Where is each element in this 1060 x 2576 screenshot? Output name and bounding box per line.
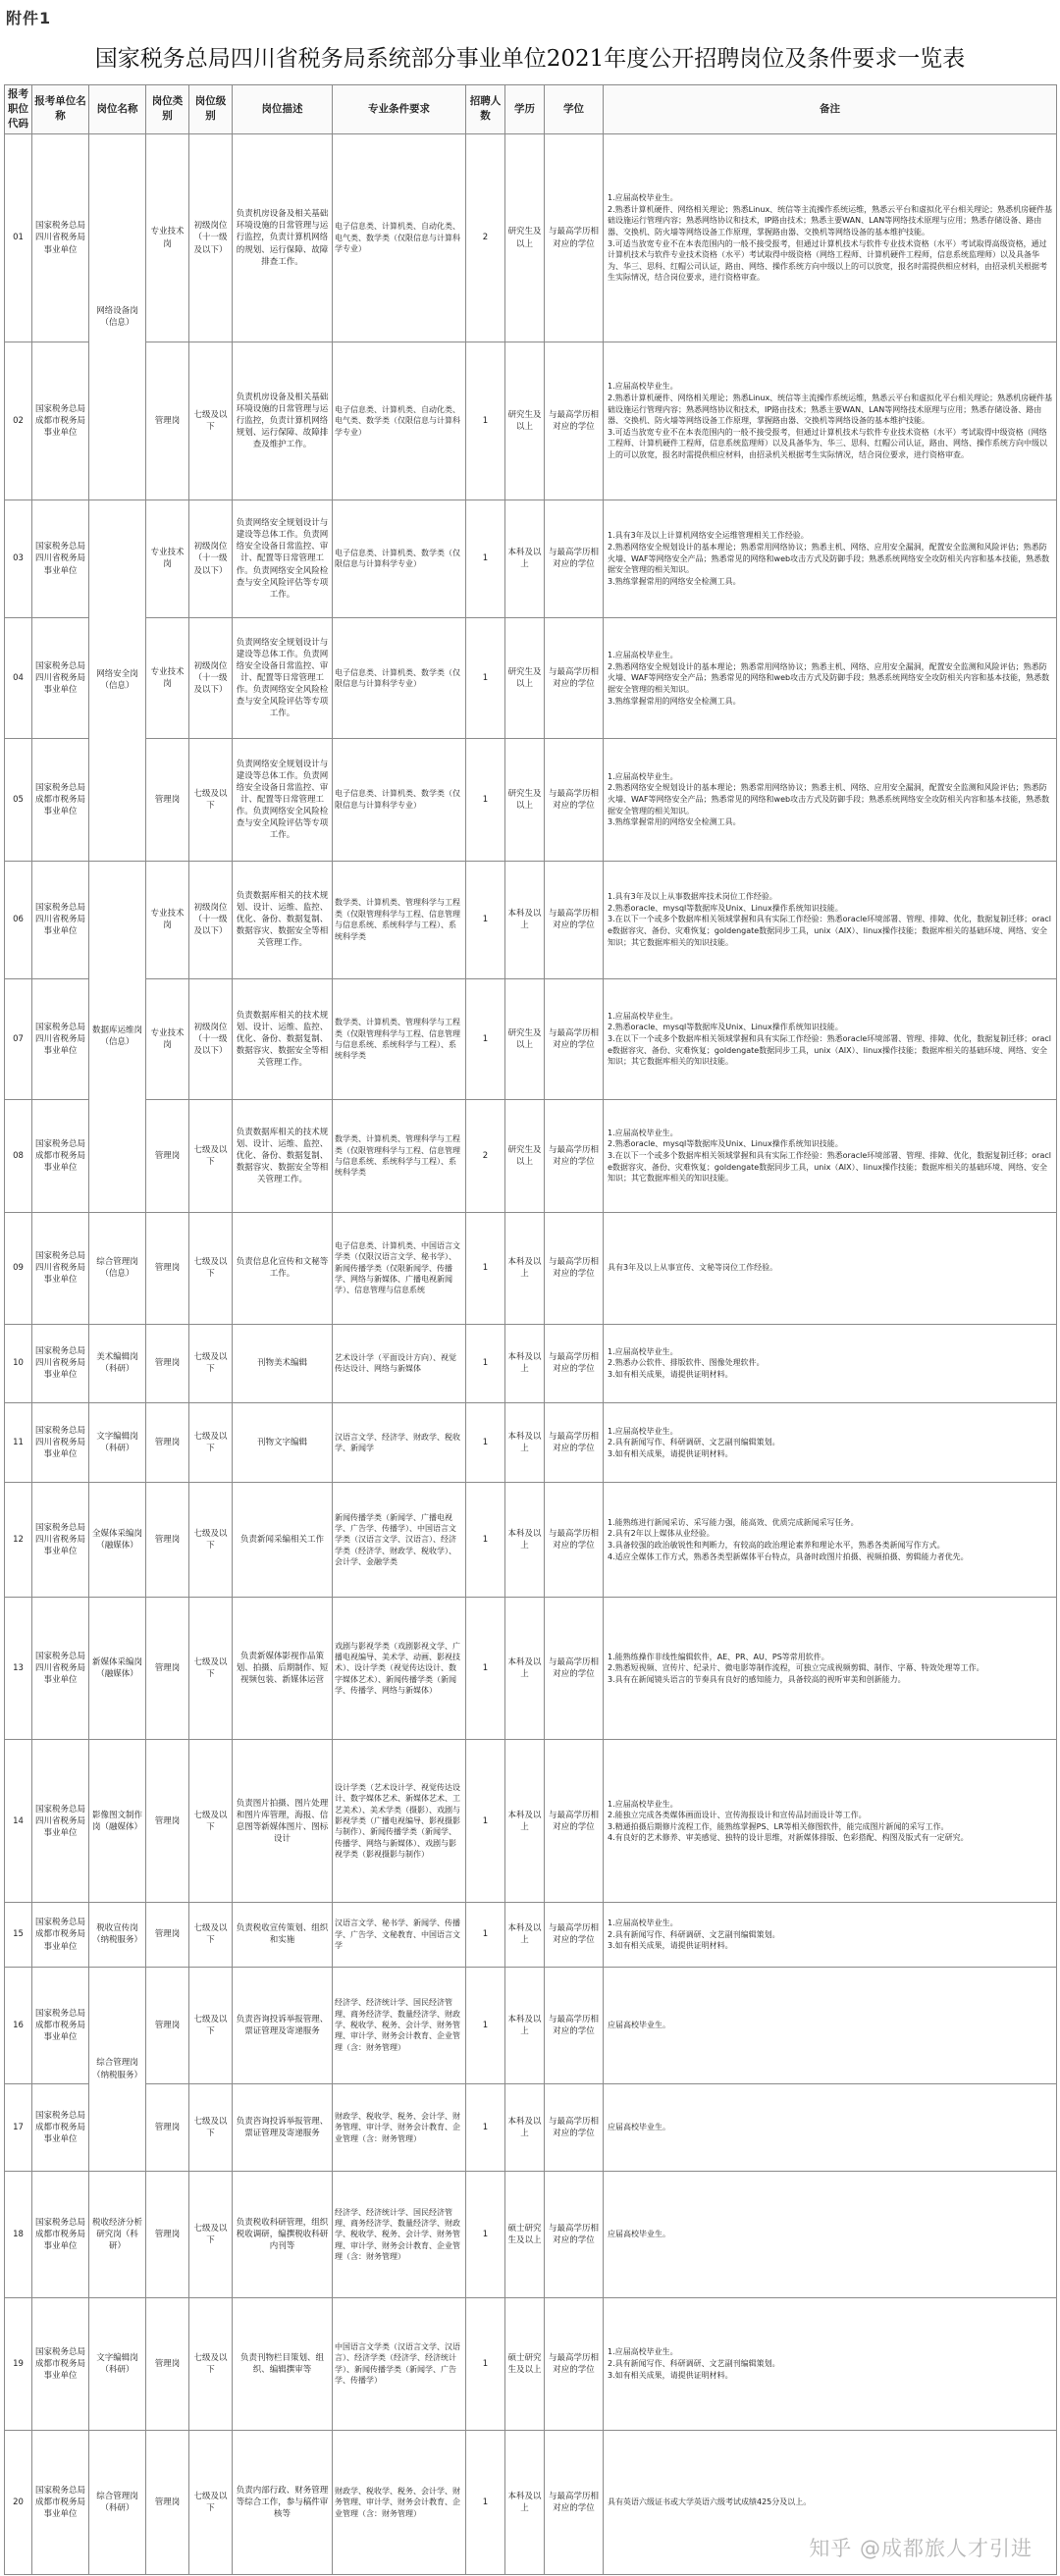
unit-cell: 国家税务总局成都市税务局事业单位 [32, 2430, 89, 2574]
table-row [5, 1402, 1057, 1483]
post-code-cell: 12 [5, 1483, 32, 1597]
table-row [5, 1483, 1057, 1597]
post-name-cell: 数据库运维岗（信息） [89, 861, 146, 1212]
recruit-count-cell: 1 [466, 861, 505, 978]
description-cell: 负责网络安全规划设计与建设等总体工作。负责网络安全设备日常监控、审计、配置等日常管理工作。负责网络安全风险检查与安全风险评估等专项工作。 [233, 499, 333, 617]
recruit-count-cell: 1 [466, 2083, 505, 2172]
count-header: 招聘人数 [466, 85, 505, 134]
degree-cell: 与最高学历相对应的学位 [545, 1099, 604, 1212]
post-level-cell: 七级及以下 [189, 1740, 233, 1903]
unit-cell: 国家税务总局四川省税务局事业单位 [32, 861, 89, 978]
description-cell: 负责内部行政、财务管理等综合工作，参与稿件审核等 [233, 2430, 333, 2574]
post-name-cell: 文字编辑岗（科研） [89, 1402, 146, 1483]
post-level-cell: 七级及以下 [189, 1597, 233, 1740]
table-body [5, 133, 1057, 2574]
post-level-cell: 七级及以下 [189, 739, 233, 861]
unit-cell: 国家税务总局成都市税务局事业单位 [32, 2172, 89, 2297]
table-row [5, 861, 1057, 978]
education-cell: 硕士研究生及以上 [505, 2297, 545, 2430]
education-cell: 本科及以上 [505, 1212, 545, 1324]
education-cell: 研究生及以上 [505, 739, 545, 861]
recruit-count-cell: 1 [466, 2297, 505, 2430]
post-level-cell: 七级及以下 [189, 2430, 233, 2574]
remarks-cell: 1.应届高校毕业生。 2.熟悉办公软件、排版软件、图像处理软件。 3.如有相关成果，请提供证明材料。 [604, 1324, 1057, 1402]
post-category-cell: 管理岗 [146, 342, 189, 499]
description-cell: 负责机房设备及相关基础环境设施的日常管理与运行监控，负责计算机网络的规划、运行保障、故障排查工作。 [233, 133, 333, 342]
post-category-cell: 专业技术岗 [146, 978, 189, 1099]
major-requirement-cell: 电子信息类、计算机类、数学类（仅限信息与计算科学专业） [333, 739, 466, 861]
education-cell: 本科及以上 [505, 1402, 545, 1483]
remarks-cell: 1.应届高校毕业生。 2.熟悉计算机硬件、网络相关理论；熟悉Linux、统信等主流操作系统运维，熟悉云平台和虚拟化平台相关理论；熟悉机房硬件基础设施运行管理内容；熟悉网络协议和技术，IP路由技术；熟悉主要WAN、LAN等网络技术原理与应用；熟悉存储设备、路由器、交换机、防火墙等网络设备工作原理，掌握路由器、交换机等网络设备的基本维护技能。 3.可适当放宽专业不在本表范围内的一般不接受报考，但通过计算机技术与软件专业技术资格（水平）考试取得高级资格，通过计算机技术与软件专业技术资格（水平）考试取得中级资格（网络工程师、计算机硬件工程师，信息系统监理师）以及具备华为、华三、思科、红帽公司认证，路由、网络、操作系统方向中级以上的可以放宽，报名时需提供相应材料，由招录机关根据考生实际情况，结合岗位要求，进行资格审查。 [604, 133, 1057, 342]
post-name-cell: 美术编辑岗（科研） [89, 1324, 146, 1402]
degree-cell: 与最高学历相对应的学位 [545, 1903, 604, 1968]
unit-header: 报考单位名称 [32, 85, 89, 134]
unit-cell: 国家税务总局四川省税务局事业单位 [32, 978, 89, 1099]
recruit-count-cell: 1 [466, 342, 505, 499]
degree-cell: 与最高学历相对应的学位 [545, 2083, 604, 2172]
description-cell: 负责咨询投诉举报管理、票证管理及寄递服务 [233, 2083, 333, 2172]
recruit-count-cell: 2 [466, 133, 505, 342]
post-level-cell: 七级及以下 [189, 1483, 233, 1597]
description-cell: 刊物文字编辑 [233, 1402, 333, 1483]
education-cell: 本科及以上 [505, 1483, 545, 1597]
post-code-cell: 06 [5, 861, 32, 978]
post-name-cell: 全媒体采编岗（融媒体） [89, 1483, 146, 1597]
post-code-cell: 19 [5, 2297, 32, 2430]
description-cell: 负责信息化宣传和文秘等工作。 [233, 1212, 333, 1324]
description-header: 岗位描述 [233, 85, 333, 134]
table-row [5, 978, 1057, 1099]
unit-cell: 国家税务总局成都市税务局事业单位 [32, 342, 89, 499]
post-level-cell: 七级及以下 [189, 2172, 233, 2297]
post-category-cell: 管理岗 [146, 1597, 189, 1740]
post-name-cell: 税收宣传岗（纳税服务） [89, 1903, 146, 1968]
post-level-cell: 初级岗位（十一级及以下） [189, 618, 233, 739]
education-cell: 本科及以上 [505, 499, 545, 617]
major-requirement-cell: 电子信息类、计算机类、数学类（仅限信息与计算科学专业） [333, 499, 466, 617]
degree-cell: 与最高学历相对应的学位 [545, 1597, 604, 1740]
post-category-cell: 管理岗 [146, 1324, 189, 1402]
table-row [5, 499, 1057, 617]
remarks-cell: 1.具有3年及以上从事数据库技术岗位工作经验。 2.熟悉oracle、mysql等数据库及Unix、Linux操作系统知识技能。 3.在以下一个或多个数据库相关领域掌握和具有实际工作经验：熟悉oracle环境部署、管理、排障、优化，数据复制迁移；oracle数据容灾、备份、灾难恢复；goldengate数据同步工具，unix（AIX）、linux操作技能；数据库相关的基础环境、网络、安全知识；其它数据库相关的知识技能。 [604, 861, 1057, 978]
recruit-count-cell: 1 [466, 2430, 505, 2574]
recruit-count-cell: 1 [466, 618, 505, 739]
remarks-cell: 1.应届高校毕业生。 2.熟悉oracle、mysql等数据库及Unix、Linux操作系统知识技能。 3.在以下一个或多个数据库相关领域掌握和具有实际工作经验：熟悉oracle环境部署、管理、排障、优化，数据复制迁移；oracle数据容灾、备份、灾难恢复；goldengate数据同步工具，unix（AIX）、linux操作技能；数据库相关的基础环境、网络、安全知识；其它数据库相关的知识技能。 [604, 978, 1057, 1099]
table-row [5, 618, 1057, 739]
post-level-cell: 七级及以下 [189, 1967, 233, 2083]
description-cell: 负责网络安全规划设计与建设等总体工作。负责网络安全设备日常监控、审计、配置等日常管理工作。负责网络安全风险检查与安全风险评估等专项工作。 [233, 618, 333, 739]
description-cell: 负责税收科研管理，组织税收调研，编撰税收科研内刊等 [233, 2172, 333, 2297]
major-header: 专业条件要求 [333, 85, 466, 134]
remarks-cell: 应届高校毕业生。 [604, 2083, 1057, 2172]
major-requirement-cell: 设计学类（艺术设计学、视觉传达设计、数字媒体艺术、新媒体艺术、工艺美术）、美术学类（摄影）、戏剧与影视学类（广播电视编导、影视摄影与制作）、新闻传播学类（新闻学、传播学、网络与新媒体）、戏剧与影视学类（影视摄影与制作） [333, 1740, 466, 1903]
remarks-cell: 1.应届高校毕业生。 2.能独立完成各类媒体画面设计、宣传海报设计和宣传品封面设计等工作。 3.精通拍摄后期修片流程工作，能熟练掌握PS、LR等相关修图软件，能完成图片新闻的采写工作。 4.有良好的艺术修养、审美感觉、独特的设计思维，对新媒体排版、色彩搭配、构图及版式有一定研究。 [604, 1740, 1057, 1903]
post-code-cell: 08 [5, 1099, 32, 1212]
unit-cell: 国家税务总局四川省税务局事业单位 [32, 1483, 89, 1597]
unit-cell: 国家税务总局成都市税务局事业单位 [32, 1967, 89, 2083]
post-code-cell: 07 [5, 978, 32, 1099]
remarks-cell: 应届高校毕业生。 [604, 2172, 1057, 2297]
recruit-count-cell: 1 [466, 1740, 505, 1903]
post-code-cell: 18 [5, 2172, 32, 2297]
watermark: 知乎 @成都旅人才引进 [809, 2537, 1033, 2560]
unit-cell: 国家税务总局成都市税务局事业单位 [32, 2297, 89, 2430]
post-category-cell: 管理岗 [146, 2430, 189, 2574]
post-code-cell: 20 [5, 2430, 32, 2574]
remarks-cell: 1.应届高校毕业生。 2.熟悉网络安全规划设计的基本理论；熟悉常用网络协议；熟悉主机、网络、应用安全漏洞，配置安全监测和风险评估；熟悉防火墙、WAF等网络安全产品；熟悉常见的网络和web攻击方式及防御手段；熟悉系统网络安全攻防相关内容和基本技能，熟悉数据安全管理的相关知识。 3.熟练掌握常用的网络安全检测工具。 [604, 739, 1057, 861]
post-category-cell: 管理岗 [146, 1099, 189, 1212]
post-code-cell: 05 [5, 739, 32, 861]
post-code-cell: 10 [5, 1324, 32, 1402]
table-row [5, 1597, 1057, 1740]
post-category-cell: 管理岗 [146, 2297, 189, 2430]
unit-cell: 国家税务总局四川省税务局事业单位 [32, 133, 89, 342]
education-cell: 研究生及以上 [505, 133, 545, 342]
degree-cell: 与最高学历相对应的学位 [545, 1212, 604, 1324]
recruit-count-cell: 1 [466, 1597, 505, 1740]
post-category-cell: 管理岗 [146, 1212, 189, 1324]
major-requirement-cell: 电子信息类、计算机类、数学类（仅限信息与计算科学专业） [333, 618, 466, 739]
degree-cell: 与最高学历相对应的学位 [545, 739, 604, 861]
post-code-cell: 02 [5, 342, 32, 499]
table-row [5, 1324, 1057, 1402]
degree-cell: 与最高学历相对应的学位 [545, 342, 604, 499]
recruit-count-cell: 1 [466, 1483, 505, 1597]
unit-cell: 国家税务总局四川省税务局事业单位 [32, 1597, 89, 1740]
table-row [5, 2172, 1057, 2297]
description-cell: 负责数据库相关的技术规划、设计、运维、监控、优化、备份、数据复制、数据容灾、数据安全等相关管理工作。 [233, 978, 333, 1099]
post-name-cell: 综合管理岗（信息） [89, 1212, 146, 1324]
major-requirement-cell: 电子信息类、计算机类、自动化类、电气类、数学类（仅限信息与计算科学专业） [333, 342, 466, 499]
degree-cell: 与最高学历相对应的学位 [545, 618, 604, 739]
post-name-cell: 综合管理岗（科研） [89, 2430, 146, 2574]
unit-cell: 国家税务总局四川省税务局事业单位 [32, 618, 89, 739]
degree-cell: 与最高学历相对应的学位 [545, 133, 604, 342]
post-code-cell: 14 [5, 1740, 32, 1903]
post-category-cell: 管理岗 [146, 1483, 189, 1597]
description-cell: 负责咨询投诉举报管理、票证管理及寄递服务 [233, 1967, 333, 2083]
post-category-cell: 专业技术岗 [146, 499, 189, 617]
remarks-cell: 1.应届高校毕业生。 2.具有新闻写作、科研调研、文艺副刊编辑策划。 3.如有相关成果，请提供证明材料。 [604, 2297, 1057, 2430]
table-row [5, 342, 1057, 499]
recruit-count-cell: 1 [466, 2172, 505, 2297]
table-row [5, 133, 1057, 342]
table-row [5, 1740, 1057, 1903]
education-cell: 本科及以上 [505, 2083, 545, 2172]
degree-cell: 与最高学历相对应的学位 [545, 1967, 604, 2083]
education-cell: 本科及以上 [505, 1903, 545, 1968]
post-category-cell: 管理岗 [146, 1740, 189, 1903]
description-cell: 负责刊物栏目策划、组织、编辑撰审等 [233, 2297, 333, 2430]
degree-cell: 与最高学历相对应的学位 [545, 978, 604, 1099]
recruit-count-cell: 1 [466, 1903, 505, 1968]
unit-cell: 国家税务总局成都市税务局事业单位 [32, 1903, 89, 1968]
education-cell: 研究生及以上 [505, 1099, 545, 1212]
table-row [5, 1967, 1057, 2083]
degree-header: 学位 [545, 85, 604, 134]
recruit-count-cell: 1 [466, 499, 505, 617]
degree-cell: 与最高学历相对应的学位 [545, 2172, 604, 2297]
post-code-cell: 15 [5, 1903, 32, 1968]
post-code-cell: 03 [5, 499, 32, 617]
description-cell: 负责新闻采编相关工作 [233, 1483, 333, 1597]
remarks-cell: 具有英语六级证书或大学英语六级考试成绩425分及以上。 [604, 2430, 1057, 2574]
post-category-cell: 管理岗 [146, 1903, 189, 1968]
post-name-cell: 税收经济分析研究岗（科研） [89, 2172, 146, 2297]
annex-label: 附件1 [6, 9, 52, 27]
recruit-count-cell: 1 [466, 978, 505, 1099]
major-requirement-cell: 汉语言文学、秘书学、新闻学、传播学、广告学、文秘教育、中国语言文学 [333, 1903, 466, 1968]
remarks-header: 备注 [604, 85, 1057, 134]
unit-cell: 国家税务总局成都市税务局事业单位 [32, 1099, 89, 1212]
post-category-cell: 管理岗 [146, 1402, 189, 1483]
education-cell: 硕士研究生及以上 [505, 2172, 545, 2297]
table-header-row [5, 85, 1057, 134]
education-cell: 本科及以上 [505, 2430, 545, 2574]
post-level-cell: 七级及以下 [189, 342, 233, 499]
major-requirement-cell: 艺术设计学（平面设计方向）、视觉传达设计、网络与新媒体 [333, 1324, 466, 1402]
post-level-cell: 七级及以下 [189, 1402, 233, 1483]
unit-cell: 国家税务总局四川省税务局事业单位 [32, 1212, 89, 1324]
unit-cell: 国家税务总局成都市税务局事业单位 [32, 2083, 89, 2172]
education-cell: 研究生及以上 [505, 342, 545, 499]
degree-cell: 与最高学历相对应的学位 [545, 1740, 604, 1903]
major-requirement-cell: 数学类、计算机类、管理科学与工程类（仅限管理科学与工程、信息管理与信息系统、系统科学与工程）、系统科学类 [333, 861, 466, 978]
post-level-cell: 初级岗位（十一级及以下） [189, 861, 233, 978]
description-cell: 刊物美术编辑 [233, 1324, 333, 1402]
post-category-cell: 专业技术岗 [146, 133, 189, 342]
major-requirement-cell: 数学类、计算机类、管理科学与工程类（仅限管理科学与工程、信息管理与信息系统、系统科学与工程）、系统科学类 [333, 978, 466, 1099]
code-header: 报考职位代码 [5, 85, 32, 134]
degree-cell: 与最高学历相对应的学位 [545, 2297, 604, 2430]
description-cell: 负责机房设备及相关基础环境设施的日常管理与运行监控，负责计算机网络规划、运行保障、故障排查及维护工作。 [233, 342, 333, 499]
major-requirement-cell: 财政学、税收学、税务、会计学、财务管理、审计学、财务会计教育、企业管理（含：财务管理） [333, 2083, 466, 2172]
major-requirement-cell: 中国语言文学类（汉语言文学、汉语言）、经济学类（经济学、经济统计学）、新闻传播学类（新闻学、广告学、传播学） [333, 2297, 466, 2430]
education-header: 学历 [505, 85, 545, 134]
remarks-cell: 1.应届高校毕业生。 2.熟悉oracle、mysql等数据库及Unix、Linux操作系统知识技能。 3.在以下一个或多个数据库相关领域掌握和具有实际工作经验：熟悉oracle环境部署、管理、排障、优化，数据复制迁移；oracle数据容灾、备份、灾难恢复；goldengate数据同步工具，unix（AIX）、linux操作技能；数据库相关的基础环境、网络、安全知识；其它数据库相关的知识技能。 [604, 1099, 1057, 1212]
major-requirement-cell: 经济学、经济统计学、国民经济管理、商务经济学、数量经济学、财政学、税收学、税务、会计学、财务管理、审计学、财务会计教育、企业管理（含：财务管理） [333, 1967, 466, 2083]
post-name-header: 岗位名称 [89, 85, 146, 134]
table-row [5, 1099, 1057, 1212]
education-cell: 本科及以上 [505, 1324, 545, 1402]
degree-cell: 与最高学历相对应的学位 [545, 499, 604, 617]
education-cell: 本科及以上 [505, 861, 545, 978]
education-cell: 本科及以上 [505, 1597, 545, 1740]
unit-cell: 国家税务总局成都市税务局事业单位 [32, 739, 89, 861]
post-level-cell: 七级及以下 [189, 1903, 233, 1968]
education-cell: 本科及以上 [505, 1967, 545, 2083]
page-title: 国家税务总局四川省税务局系统部分事业单位2021年度公开招聘岗位及条件要求一览表 [94, 46, 966, 72]
recruit-count-cell: 1 [466, 739, 505, 861]
major-requirement-cell: 电子信息类、计算机类、中国语言文学类（仅限汉语言文学、秘书学）、新闻传播学类（仅限新闻学、传播学、网络与新媒体、广播电视新闻学）、信息管理与信息系统 [333, 1212, 466, 1324]
remarks-cell: 1.应届高校毕业生。 2.熟悉网络安全规划设计的基本理论；熟悉常用网络协议；熟悉主机、网络、应用安全漏洞，配置安全监测和风险评估；熟悉防火墙、WAF等网络安全产品；熟悉常见的网络和web攻击方式及防御手段；熟悉系统网络安全攻防相关内容和基本技能，熟悉数据安全管理的相关知识。 3.熟练掌握常用的网络安全检测工具。 [604, 618, 1057, 739]
post-category-cell: 管理岗 [146, 2172, 189, 2297]
unit-cell: 国家税务总局四川省税务局事业单位 [32, 1740, 89, 1903]
degree-cell: 与最高学历相对应的学位 [545, 1483, 604, 1597]
post-code-cell: 01 [5, 133, 32, 342]
degree-cell: 与最高学历相对应的学位 [545, 1324, 604, 1402]
unit-cell: 国家税务总局四川省税务局事业单位 [32, 1324, 89, 1402]
post-level-cell: 七级及以下 [189, 1099, 233, 1212]
education-cell: 研究生及以上 [505, 978, 545, 1099]
post-category-cell: 管理岗 [146, 2083, 189, 2172]
degree-cell: 与最高学历相对应的学位 [545, 1402, 604, 1483]
description-cell: 负责新媒体影视作品策划、拍摄、后期制作、短视频包装、新媒体运营 [233, 1597, 333, 1740]
table-row [5, 2297, 1057, 2430]
description-cell: 负责图片拍摄、图片处理和图片库管理，海报、信息图等新媒体图片、图标设计 [233, 1740, 333, 1903]
post-code-cell: 09 [5, 1212, 32, 1324]
post-level-cell: 七级及以下 [189, 2083, 233, 2172]
post-code-cell: 04 [5, 618, 32, 739]
post-level-cell: 七级及以下 [189, 1324, 233, 1402]
post-level-header: 岗位级别 [189, 85, 233, 134]
post-name-cell: 网络安全岗（信息） [89, 499, 146, 861]
education-cell: 研究生及以上 [505, 618, 545, 739]
remarks-cell: 应届高校毕业生。 [604, 1967, 1057, 2083]
remarks-cell: 1.具有3年及以上计算机网络安全运维管理相关工作经验。 2.熟悉网络安全规划设计的基本理论；熟悉常用网络协议；熟悉主机、网络、应用安全漏洞，配置安全监测和风险评估；熟悉防火墙、WAF等网络安全产品；熟悉常见的网络和web攻击方式及防御手段；熟悉系统网络安全攻防相关内容和基本技能，熟悉数据安全管理的相关知识。 3.熟练掌握常用的网络安全检测工具。 [604, 499, 1057, 617]
post-category-cell: 管理岗 [146, 1967, 189, 2083]
post-level-cell: 七级及以下 [189, 2297, 233, 2430]
remarks-cell: 1.能熟练操作非线性编辑软件，AE、PR、AU、PS等常用软件。 2.熟悉短视频、宣传片、纪录片、微电影等制作流程，可独立完成视频剪辑、制作、字幕、特效处理等工作。 3.具有在新闻镜头语言的节奏具有良好的感知能力，具备较高的视听审美和创新能力。 [604, 1597, 1057, 1740]
description-cell: 负责税收宣传策划、组织和实施 [233, 1903, 333, 1968]
post-level-cell: 初级岗位（十一级及以下） [189, 133, 233, 342]
unit-cell: 国家税务总局四川省税务局事业单位 [32, 499, 89, 617]
major-requirement-cell: 财政学、税收学、税务、会计学、财务管理、审计学、财务会计教育、企业管理（含：财务管理） [333, 2430, 466, 2574]
post-name-cell: 综合管理岗（纳税服务） [89, 1967, 146, 2172]
post-code-cell: 16 [5, 1967, 32, 2083]
post-code-cell: 17 [5, 2083, 32, 2172]
recruit-count-cell: 1 [466, 1967, 505, 2083]
post-level-cell: 初级岗位（十一级及以下） [189, 978, 233, 1099]
remarks-cell: 1.应届高校毕业生。 2.具有新闻写作、科研调研、文艺副刊编辑策划。 3.如有相关成果，请提供证明材料。 [604, 1402, 1057, 1483]
description-cell: 负责网络安全规划设计与建设等总体工作。负责网络安全设备日常监控、审计、配置等日常管理工作。负责网络安全风险检查与安全风险评估等专项工作。 [233, 739, 333, 861]
remarks-cell: 具有3年及以上从事宣传、文秘等岗位工作经验。 [604, 1212, 1057, 1324]
major-requirement-cell: 经济学、经济统计学、国民经济管理、商务经济学、数量经济学、财政学、税收学、税务、会计学、财务管理、审计学、财务会计教育、企业管理（含：财务管理） [333, 2172, 466, 2297]
major-requirement-cell: 戏剧与影视学类（戏剧影视文学、广播电视编导、美术学、动画、影视技术）、设计学类（视觉传达设计、数字媒体艺术）、新闻传播学类（新闻学、传播学、网络与新媒体） [333, 1597, 466, 1740]
table-row [5, 2083, 1057, 2172]
education-cell: 本科及以上 [505, 1740, 545, 1903]
table-row [5, 1212, 1057, 1324]
recruit-count-cell: 2 [466, 1099, 505, 1212]
recruit-count-cell: 1 [466, 1402, 505, 1483]
post-name-cell: 网络设备岗（信息） [89, 133, 146, 499]
remarks-cell: 1.能熟练进行新闻采访、采写能力强，能高效、优质完成新闻采写任务。 2.具有2年以上媒体从业经验。 3.具备较强的政治敏锐性和判断力，有较高的政治理论素养和理论水平，熟悉各类新闻写作方式。 4.适应全媒体工作方式，熟悉各类型新媒体平台特点，具备时政图片拍摄、视频拍摄、剪辑能力者优先。 [604, 1483, 1057, 1597]
major-requirement-cell: 汉语言文学、经济学、财政学、税收学、新闻学 [333, 1402, 466, 1483]
table-row [5, 1903, 1057, 1968]
unit-cell: 国家税务总局四川省税务局事业单位 [32, 1402, 89, 1483]
degree-cell: 与最高学历相对应的学位 [545, 2430, 604, 2574]
post-code-cell: 11 [5, 1402, 32, 1483]
post-name-cell: 影像图文制作岗（融媒体） [89, 1740, 146, 1903]
major-requirement-cell: 电子信息类、计算机类、自动化类、电气类、数学类（仅限信息与计算科学专业） [333, 133, 466, 342]
description-cell: 负责数据库相关的技术规划、设计、运维、监控、优化、备份、数据复制、数据容灾、数据安全等相关管理工作。 [233, 861, 333, 978]
post-name-cell: 新媒体采编岗（融媒体） [89, 1597, 146, 1740]
description-cell: 负责数据库相关的技术规划、设计、运维、监控、优化、备份、数据复制、数据容灾、数据安全等相关管理工作。 [233, 1099, 333, 1212]
post-category-cell: 专业技术岗 [146, 618, 189, 739]
major-requirement-cell: 新闻传播学类（新闻学、广播电视学、广告学、传播学）、中国语言文学类（汉语言文学、汉语言）、经济学类（经济学、财政学、税收学）、会计学、金融学类 [333, 1483, 466, 1597]
post-category-cell: 管理岗 [146, 739, 189, 861]
post-level-cell: 初级岗位（十一级及以下） [189, 499, 233, 617]
remarks-cell: 1.应届高校毕业生。 2.熟悉计算机硬件、网络相关理论；熟悉Linux、统信等主流操作系统运维，熟悉云平台和虚拟化平台相关理论；熟悉机房硬件基础设施运行管理内容；熟悉网络协议和技术，IP路由技术；熟悉主要WAN、LAN等网络技术原理与应用；熟悉存储设备、路由器、交换机、防火墙等网络设备工作原理，掌握路由器、交换机等网络设备的基本维护技能。 3.可适当放宽专业不在本表范围内的一般不接受报考，但通过计算机技术与软件专业技术资格（水平）考试取得中级资格（网络工程师、计算机硬件工程师，信息系统监理师）以及具备华为、华三、思科、红帽公司认证，路由、网络、操作系统方向中级以上的可以放宽，报名时需提供相应材料，由招录机关根据考生实际情况，结合岗位要求，进行资格审查。 [604, 342, 1057, 499]
remarks-cell: 1.应届高校毕业生。 2.具有新闻写作、科研调研、文艺副刊编辑策划。 3.如有相关成果，请提供证明材料。 [604, 1903, 1057, 1968]
degree-cell: 与最高学历相对应的学位 [545, 861, 604, 978]
recruit-count-cell: 1 [466, 1212, 505, 1324]
recruitment-table [4, 84, 1057, 2575]
recruit-count-cell: 1 [466, 1324, 505, 1402]
post-name-cell: 文字编辑岗（科研） [89, 2297, 146, 2430]
major-requirement-cell: 数学类、计算机类、管理科学与工程类（仅限管理科学与工程、信息管理与信息系统、系统科学与工程）、系统科学类 [333, 1099, 466, 1212]
table-row [5, 739, 1057, 861]
post-category-header: 岗位类别 [146, 85, 189, 134]
post-code-cell: 13 [5, 1597, 32, 1740]
post-category-cell: 专业技术岗 [146, 861, 189, 978]
post-level-cell: 七级及以下 [189, 1212, 233, 1324]
